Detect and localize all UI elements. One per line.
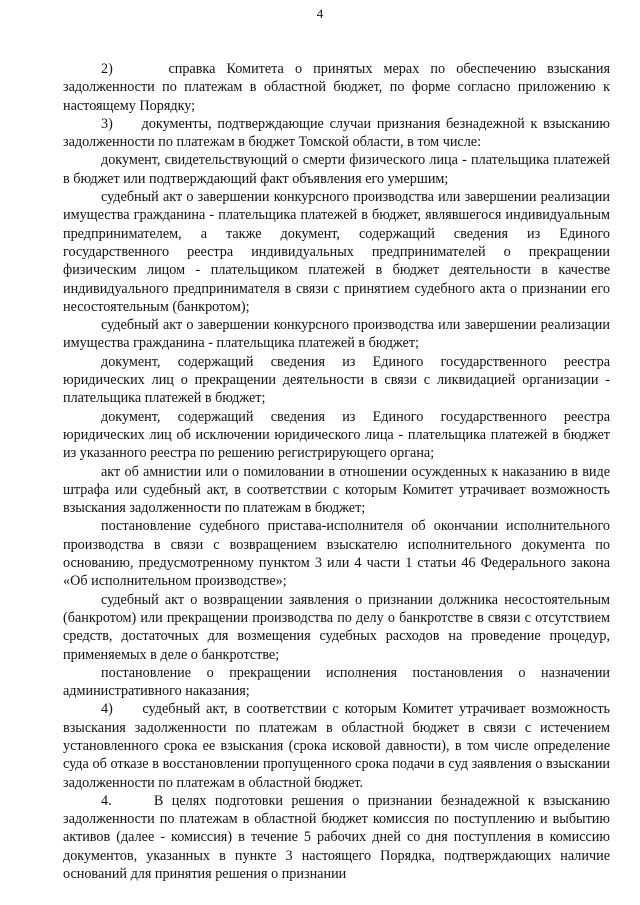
paragraph-bankruptcy-entrepreneur: судебный акт о завершении конкурсного производства или завершении реализации имущества гражданина - плательщика платежей в бюджет, являвшегося индивидуальным предпринимателем, а также документ, содержащий сведения из Единого государственного реестра индивидуальных предпринимателей о прекращении физическим лицом - плательщиком платежей в бюджет деятельности в качестве индивидуального предпринимателя в связи с принятием судебного акта о признании его несостоятельным (банкротом); xyxy=(63,189,610,315)
document-body xyxy=(63,60,610,883)
paragraph-section-4-commission: 4. В целях подготовки решения о признании безнадежной к взысканию задолженности по платежам в областной бюджет комиссия по поступлению и выбытию активов (далее - комиссия) в течение 5 рабочих дней со дня поступления в комиссию документов, указанных в пункте 3 настоящего Порядка, подтверждающих наличие оснований для принятия решения о признании xyxy=(63,792,610,883)
paragraph-bailiff-resolution: постановление судебного пристава-исполнителя об окончании исполнительного производства в связи с возвращением взыскателю исполнительного документа по основанию, предусмотренному пунктом 3 или 4 части 1 статьи 46 Федерального закона «Об исполнительном производстве»; xyxy=(63,518,610,590)
paragraph-item-4-limitation: 4) судебный акт, в соответствии с которым Комитет утрачивает возможность взыскания задолженности по платежам в областной бюджет в связи с истечением установленного срока ее взыскания (срока исковой давности), в том числе определение суда об отказе в восстановлении пропущенного срока подачи в суд заявления о взыскании задолженности по платежам в областной бюджет. xyxy=(63,701,610,791)
paragraph-item-3-documents: 3) документы, подтверждающие случаи признания безнадежной к взысканию задолженности по платежам в бюджет Томской области, в том числе: xyxy=(63,115,610,151)
paragraph-death-document: документ, свидетельствующий о смерти физического лица - плательщика платежей в бюджет или подтверждающий факт объявления его умершим; xyxy=(63,152,610,187)
paragraph-bankruptcy-citizen: судебный акт о завершении конкурсного производства или завершении реализации имущества гражданина - плательщика платежей в бюджет; xyxy=(63,317,610,352)
paragraph-administrative-penalty: постановление о прекращении исполнения постановления о назначении административного наказания; xyxy=(63,664,610,700)
paragraph-liquidation: документ, содержащий сведения из Единого государственного реестра юридических лиц о прекращении деятельности в связи с ликвидацией организации - плательщика платежей в бюджет; xyxy=(63,353,610,407)
paragraph-item-2-reference: 2) справка Комитета о принятых мерах по обеспечению взыскания задолженности по платежам в областной бюджет, по форме согласно приложению к настоящему Порядку; xyxy=(63,61,610,114)
paragraph-registry-exclusion: документ, содержащий сведения из Единого государственного реестра юридических лиц об исключении юридического лица - плательщика платежей в бюджет из указанного реестра по решению регистрирующего органа; xyxy=(63,408,610,462)
paragraph-amnesty: акт об амнистии или о помиловании в отношении осужденных к наказанию в виде штрафа или судебный акт, в соответствии с которым Комитет утрачивает возможность взыскания задолженности по платежам в бюджет; xyxy=(63,463,610,517)
paragraph-bankruptcy-return: судебный акт о возвращении заявления о признании должника несостоятельным (банкротом) или прекращении производства по делу о банкротстве в связи с отсутствием средств, достаточных для возмещения судебных расходов на проведение процедур, применяемых в деле о банкротстве; xyxy=(63,591,610,663)
page-number: 4 xyxy=(316,6,324,21)
